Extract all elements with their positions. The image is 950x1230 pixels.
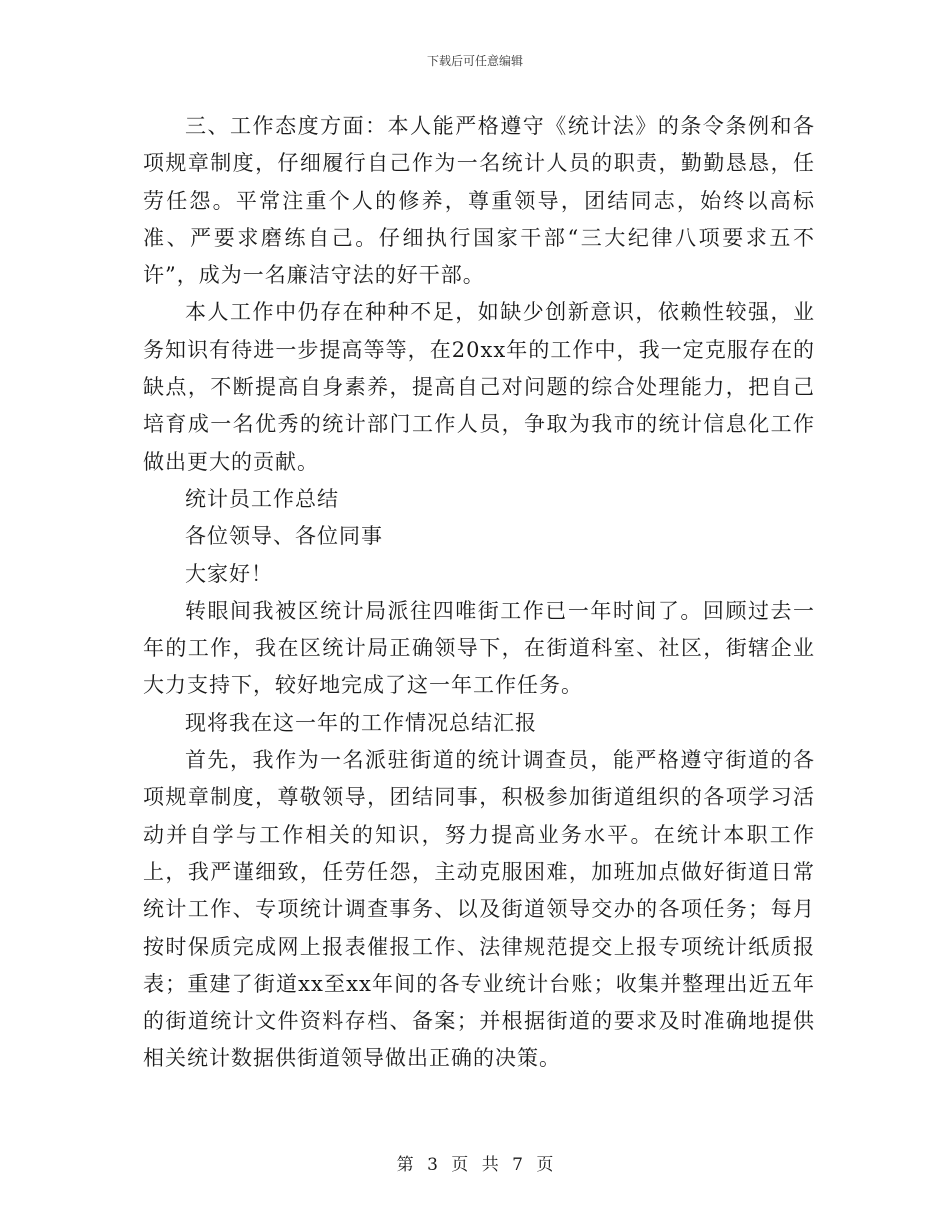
document-body	[143, 108, 815, 1078]
salutation: 各位领导、各位同事	[185, 524, 383, 549]
paragraph-report-lead: 现将我在这一年的工作情况总结汇报	[185, 710, 537, 735]
paragraph-first: 首先，我作为一名派驻街道的统计调查员，能严格遵守街道的各项规章制度，尊敬领导，团结同事，积极参加街道组织的各项学习活动并自学与工作相关的知识，努力提高业务水平。在统计本职工作上，我严谨细致，任劳任怨，主动克服困难，加班加点做好街道日常统计工作、专项统计调查事务、以及街道领导交办的各项任务；每月按时保质完成网上报表催报工作、法律规范提交上报专项统计纸质报表；重建了街道xx至xx年间的各专业统计台账；收集并整理出近五年的街道统计文件资料存档、备案；并根据街道的要求及时准确地提供相关统计数据供街道领导做出正确的决策。	[143, 748, 815, 1071]
page-header: 下载后可任意编辑	[426, 54, 523, 68]
paragraph-intro: 转眼间我被区统计局派往四唯街工作已一年时间了。回顾过去一年的工作，我在区统计局正确领导下，在街道科室、社区，街辖企业大力支持下，较好地完成了这一年工作任务。	[143, 598, 815, 698]
section-title: 统计员工作总结	[185, 486, 339, 511]
greeting: 大家好！	[185, 561, 273, 586]
paragraph-work-attitude: 三、工作态度方面：本人能严格遵守《统计法》的条令条例和各项规章制度，仔细履行自己作为一名统计人员的职责，勤勤恳恳，任劳任怨。平常注重个人的修养，尊重领导，团结同志，始终以高标准、严要求磨练自己。仔细执行国家干部“三大纪律八项要求五不许”，成为一名廉洁守法的好干部。	[143, 114, 815, 288]
paragraph-shortcomings: 本人工作中仍存在种种不足，如缺少创新意识，依赖性较强，业务知识有待进一步提高等等，在20xx年的工作中，我一定克服存在的缺点，不断提高自身素养，提高自己对问题的综合处理能力，把自己培育成一名优秀的统计部门工作人员，争取为我市的统计信息化工作做出更大的贡献。	[143, 300, 815, 474]
page-number: 第 3 页 共 7 页	[396, 1155, 554, 1175]
